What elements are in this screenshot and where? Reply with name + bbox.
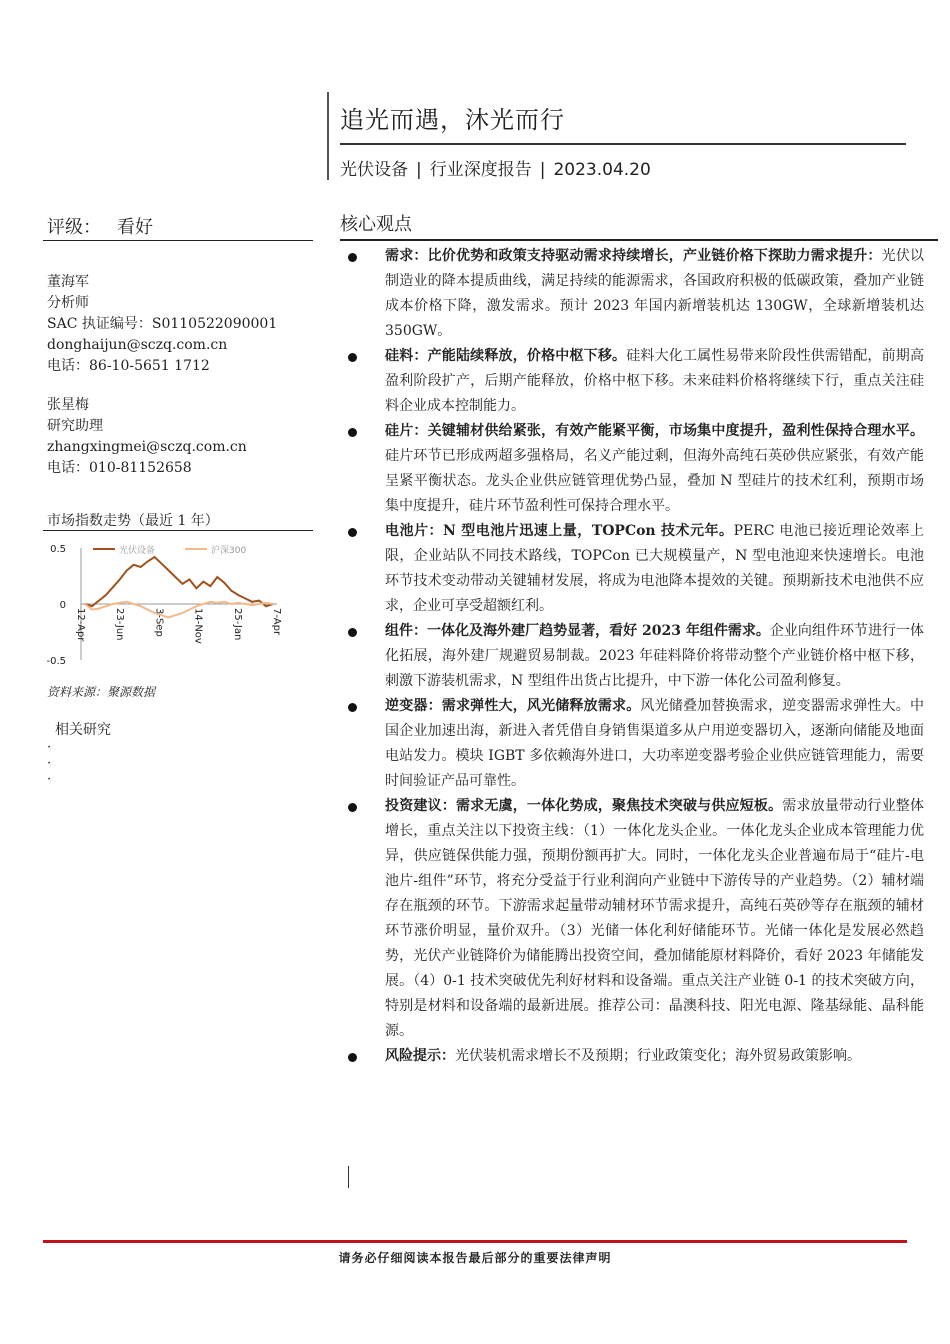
rating-value: 看好: [117, 217, 153, 238]
bullet-icon: [348, 803, 357, 812]
legal-disclaimer: 请务必仔细阅读本报告最后部分的重要法律声明: [338, 1251, 612, 1265]
analyst-role: 分析师: [47, 295, 89, 311]
chart-svg: [43, 532, 283, 680]
subtitle-separator: |: [416, 160, 422, 180]
related-research-title: 相关研究: [55, 722, 111, 738]
x-tick-label: 7-Apr: [271, 608, 282, 636]
rating-label: 评级：: [47, 217, 101, 238]
list-item: [348, 244, 924, 344]
report-date: 2023.04.20: [553, 160, 651, 180]
title-underline: [340, 143, 906, 145]
bullet-heading: 电池片：N 型电池片迅速上量，TOPCon 技术元年。: [385, 523, 734, 539]
report-type: 行业深度报告: [429, 160, 532, 180]
list-item: [348, 619, 924, 694]
bullet-icon: [348, 428, 357, 437]
list-item: [348, 694, 924, 794]
related-item[interactable]: ·: [47, 772, 52, 787]
bullet-text: 风光储叠加替换需求，逆变器需求弹性大。中国企业加速出海，新进入者凭借自身销售渠道多从户用逆变器切入，逐渐向储能及地面电站发力。模块 IGBT 多依赖海外进口，大功率逆变器考验企业供应链管理能力，需要时间验证产品可靠性。: [385, 698, 924, 789]
subtitle-separator: |: [539, 160, 546, 180]
rating: [47, 213, 153, 239]
bullet-text: 企业向组件环节进行一体化拓展，海外建厂规避贸易制裁。2023 年硅料降价将带动整个产业链价格中枢下移，刺激下游装机需求，N 型组件出货占比提升，中下游一体化公司盈利修复。: [385, 623, 924, 689]
x-tick-label: 12-Apr: [75, 608, 86, 642]
chart-title: 市场指数走势（最近 1 年）: [47, 513, 219, 529]
y-tick-label: 0: [59, 600, 66, 611]
rating-divider: [43, 240, 313, 241]
related-item[interactable]: ·: [47, 756, 52, 771]
analyst-name: 张星梅: [47, 397, 89, 413]
list-item: [348, 519, 924, 619]
x-tick-label: 3-Sep: [153, 608, 165, 637]
bullet-icon: [348, 353, 357, 362]
bullet-icon: [348, 528, 357, 537]
core-views-title: 核心观点: [340, 214, 412, 235]
bullet-heading: 硅片：关键辅材供给紧张，有效产能紧平衡，市场集中度提升，盈利性保持合理水平。: [385, 423, 924, 439]
header-vertical-bar: [327, 92, 329, 180]
analyst-email: donghaijun@sczq.com.cn: [47, 337, 228, 353]
bullet-heading: 硅料：产能陆续释放，价格中枢下移。: [385, 348, 627, 364]
related-item[interactable]: ·: [47, 740, 52, 755]
bullet-heading: 逆变器：需求弹性大，风光储释放需求。: [385, 698, 641, 714]
related-research-list: [47, 740, 51, 788]
analyst-name: 董海军: [47, 274, 89, 290]
core-views-list: [348, 244, 924, 1069]
bullet-text: 硅片环节已形成两超多强格局，名义产能过剩，但海外高纯石英砂供应紧张，有效产能呈紧平衡状态。龙头企业供应链管理优势凸显，叠加 N 型硅片的技术红利，预期市场集中度提升，硅片环节盈利性可保持合理水平。: [385, 448, 924, 514]
list-item: [348, 344, 924, 419]
bullet-icon: [348, 703, 357, 712]
list-item: [348, 794, 924, 1044]
y-tick-label: -0.5: [46, 656, 66, 667]
industry-label: 光伏设备: [340, 160, 408, 180]
report-subtitle: [340, 155, 651, 180]
bullet-text: PERC 电池已接近理论效率上限，企业站队不同技术路线，TOPCon 已大规模量产，N 型电池迎来快速增长。电池环节技术变动带动关键辅材发展，将成为电池降本提效的关键。预期新技术电池供不应求，企业可享受超额红利。: [385, 523, 925, 614]
bullet-text: 需求放量带动行业整体增长，重点关注以下投资主线：（1）一体化龙头企业。一体化龙头企业成本管理能力优异，供应链保供能力强，预期份额再扩大。同时，一体化龙头企业普遍布局于“硅片-电池片-组件”环节，将充分受益于行业利润向产业链中下游传导的产业趋势。（2）辅材端存在瓶颈的环节。下游需求起量带动辅材环节需求提升，高纯石英砂等存在瓶颈的辅材环节涨价明显，量价双升。（3）光储一体化利好储能环节。光储一体化是发展必然趋势，光伏产业链降价为储能腾出投资空间，叠加储能原材料降价，看好 2023 年储能发展。（4）0-1 技术突破优先利好材料和设备端。重点关注产业链 0-1 的技术突破方向，特别是材料和设备端的最新进展。推荐公司：晶澳科技、阳光电源、隆基绿能、晶科能源。: [385, 798, 924, 1039]
analyst-phone: 电话：86-10-5651 1712: [47, 358, 210, 374]
bullet-heading: 组件：一体化及海外建厂趋势显著，看好 2023 年组件需求。: [385, 623, 770, 639]
bullet-icon: [348, 628, 357, 637]
analyst-info: [47, 272, 277, 479]
analyst-role: 研究助理: [47, 418, 103, 434]
bullet-heading: 风险提示：: [385, 1048, 455, 1064]
analyst-phone: 电话：010-81152658: [47, 460, 192, 476]
x-tick-label: 23-Jun: [114, 608, 126, 641]
report-title: 追光而遇，沐光而行: [340, 106, 565, 134]
bullet-text: 光伏装机需求增长不及预期；行业政策变化；海外贸易政策影响。: [455, 1048, 861, 1064]
market-index-chart: [43, 532, 283, 680]
bullet-icon: [348, 1053, 357, 1062]
bullet-heading: 需求：比价优势和政策支持驱动需求持续增长，产业链价格下探助力需求提升：: [385, 248, 882, 264]
bullet-heading: 投资建议：需求无虞，一体化势成，聚焦技术突破与供应短板。: [385, 798, 783, 814]
chart-divider: [43, 530, 313, 531]
legend-label: 沪深300: [211, 546, 247, 556]
bullet-text: 光伏以制造业的降本提质曲线，满足持续的能源需求，各国政府积极的低碳政策，叠加产业链成本价格下降，激发需求。预计 2023 年国内新增装机达 130GW，全球新增装机达 350GW。: [385, 248, 925, 339]
x-tick-label: 25-Jan: [231, 608, 243, 641]
core-views-divider: [340, 239, 938, 241]
series-line-pv-equipment: [85, 557, 273, 606]
x-tick-label: 14-Nov: [192, 608, 204, 644]
bullet-icon: [348, 253, 357, 262]
chart-source: 资料来源：聚源数据: [47, 685, 156, 699]
y-tick-label: 0.5: [50, 544, 66, 555]
analyst-email: zhangxingmei@sczq.com.cn: [47, 439, 247, 455]
list-item: [348, 419, 924, 519]
analyst-sac: SAC 执证编号：S0110522090001: [47, 316, 278, 332]
footer-divider: [43, 1240, 907, 1243]
list-item: [348, 1044, 924, 1069]
end-marker: [348, 1166, 349, 1188]
legend-label: 光伏设备: [119, 546, 156, 556]
bullet-text: 硅料大化工属性易带来阶段性供需错配，前期高盈利阶段扩产，后期产能释放，价格中枢下移。未来硅料价格将继续下行，重点关注硅料企业成本控制能力。: [385, 348, 925, 414]
